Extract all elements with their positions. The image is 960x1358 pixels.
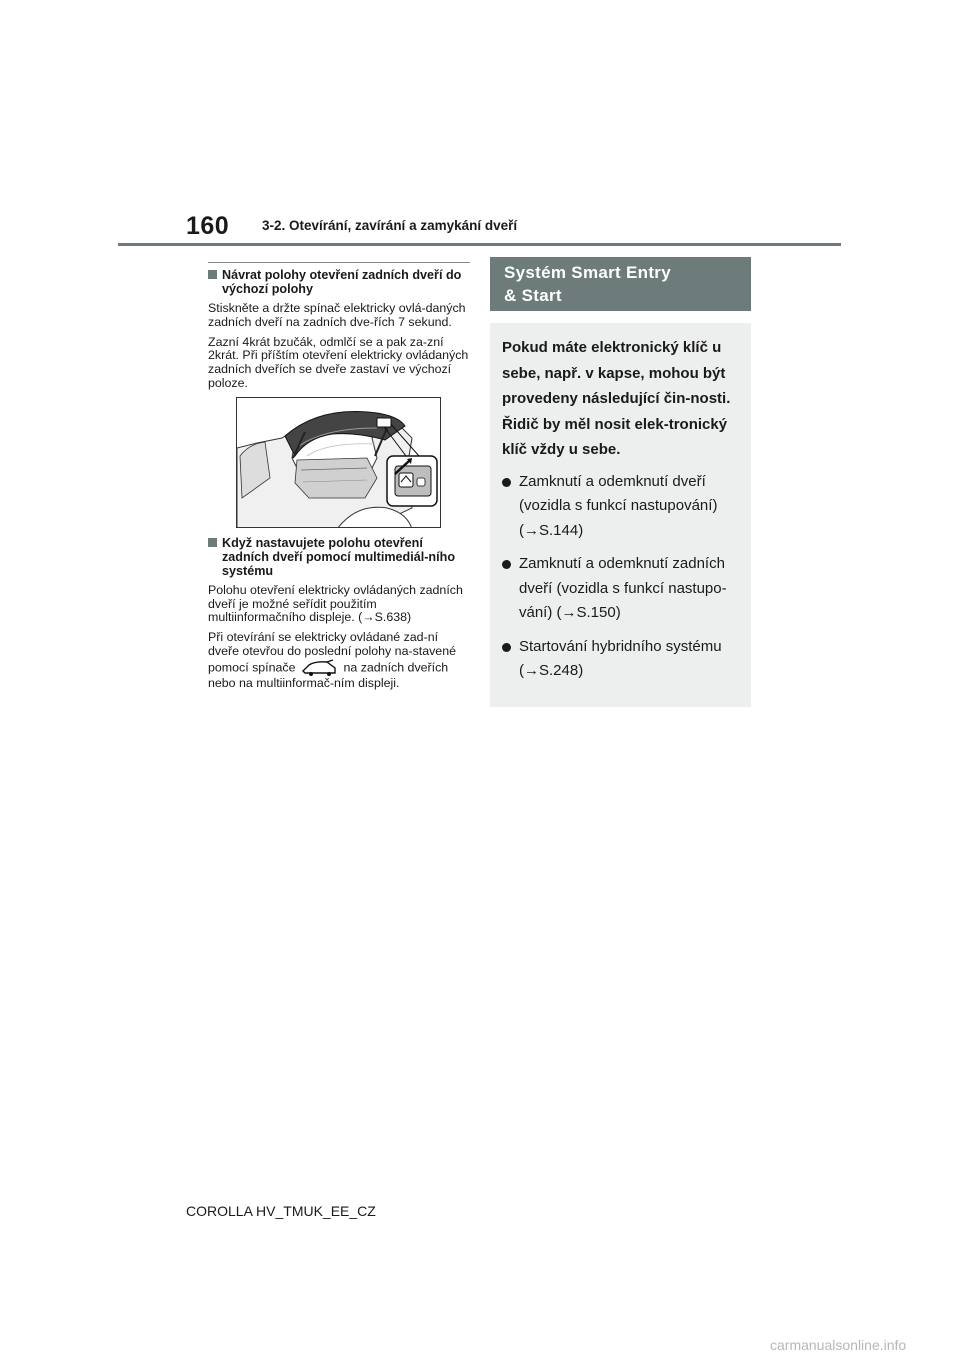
heading-line: & Start	[504, 286, 562, 305]
tailgate-illustration-svg	[237, 398, 441, 528]
tailgate-switch-icon	[301, 659, 337, 677]
right-column	[490, 257, 751, 707]
square-bullet-icon	[208, 538, 217, 547]
paragraph-text: na zadních dveřích nebo na multiinformač-ním displeji.	[208, 660, 449, 690]
smart-entry-box	[490, 323, 751, 707]
paragraph: Zazní 4krát bzučák, odmlčí se a pak za-zní 2krát. Při příštím otevření elektricky ovládaných zadních dveřích se dveře zastaví ve výchozí poloze.	[208, 334, 469, 390]
list-item-text: Zamknutí a odemknutí dveří (vozidla s funkcí nastupování) (→S.144)	[519, 472, 718, 539]
list-item	[502, 470, 739, 544]
bullet-icon	[502, 560, 511, 569]
list-item-text: Startování hybridního systému (→S.248)	[519, 637, 722, 679]
subheading-text: Když nastavujete polohu otevření zadních dveří pomocí multimediál-ního systému	[222, 535, 456, 578]
square-bullet-icon	[208, 270, 217, 279]
bullet-icon	[502, 643, 511, 652]
tailgate-switch-illustration	[236, 397, 441, 528]
subheading-rule	[208, 262, 470, 263]
smart-entry-heading	[490, 257, 751, 311]
paragraph-text: Při otevírání se elektricky ovládané zad-ní dveře otevřou do poslední polohy na-stavené pomocí spínače	[208, 630, 456, 675]
left-column	[208, 262, 470, 697]
subheading-text: Návrat polohy otevření zadních dveří do výchozí polohy	[222, 268, 462, 296]
section-title: 3-2. Otevírání, zavírání a zamykání dveří	[262, 218, 518, 233]
subheading-multimedia	[208, 536, 470, 578]
bullet-icon	[502, 478, 511, 487]
paragraph: Stiskněte a držte spínač elektricky ovlá-daných zadních dveří na zadních dve-řích 7 sekund.	[208, 301, 466, 329]
watermark-link[interactable]: carmanualsonline.info	[770, 1337, 907, 1353]
paragraph: Polohu otevření elektricky ovládaných zadních dveří je možné seřídit použitím multiinformačního displeje. (→S.638)	[208, 582, 463, 625]
list-item	[502, 552, 739, 626]
paragraph-with-icon	[208, 631, 470, 690]
list-item	[502, 635, 739, 684]
heading-line: Systém Smart Entry	[504, 263, 671, 282]
smart-entry-intro: Pokud máte elektronický klíč u sebe, např. v kapse, mohou být provedeny následující čin-nosti. Řidič by měl nosit elek-tronický klíč vždy u sebe.	[502, 339, 731, 458]
list-item-text: Zamknutí a odemknutí zadních dveří (vozidla s funkcí nastupo-vání) (→S.150)	[519, 555, 727, 621]
header-rule	[118, 243, 841, 246]
page-number: 160	[186, 212, 230, 240]
subheading-reset-position	[208, 268, 470, 296]
footer-code: COROLLA HV_TMUK_EE_CZ	[186, 1203, 376, 1219]
